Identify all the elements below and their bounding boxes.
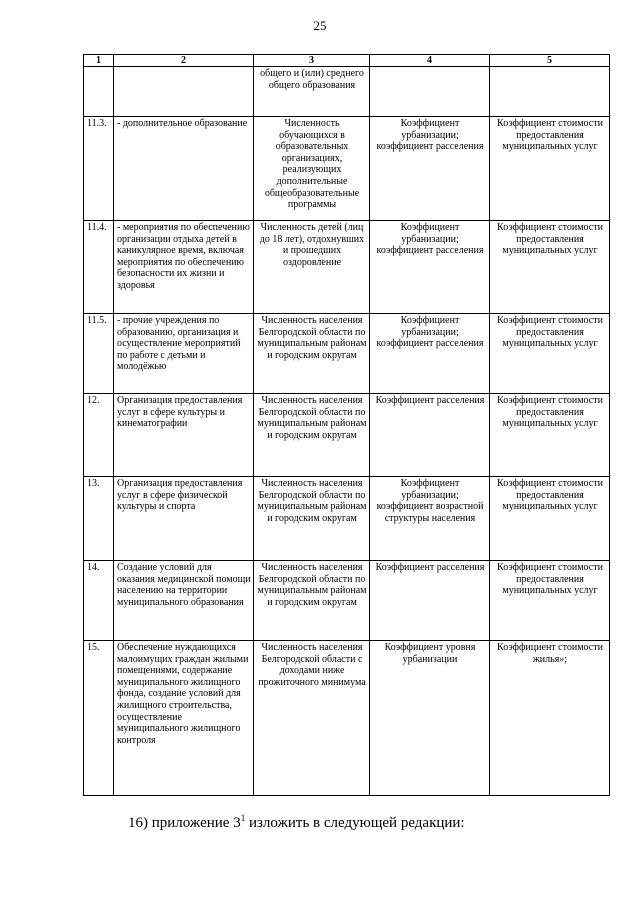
row-indicator: Численность обучающихся в образовательных организациях, реализующих дополнительные общеобразовательные программы [254, 117, 370, 221]
row-number: 11.4. [84, 221, 114, 314]
row-number: 13. [84, 477, 114, 561]
amendment-suffix: изложить в следующей редакции: [245, 815, 465, 831]
row-name: Создание условий для оказания медицинской помощи населению на территории муниципального образования [114, 561, 254, 641]
row-coefficient-4: Коэффициент урбанизации; коэффициент возрастной структуры населения [370, 477, 490, 561]
row-name: Обеспечение нуждающихся малоимущих граждан жилыми помещениями, содержание муниципального жилищного фонда, создание условий для жилищного строительства, осуществление муниципального жилищного контроля [114, 641, 254, 796]
row-coefficient-5: Коэффициент стоимости предоставления муниципальных услуг [490, 394, 610, 477]
row-coefficient-5 [490, 67, 610, 117]
row-number: 11.5. [84, 314, 114, 394]
row-name: Организация предоставления услуг в сфере физической культуры и спорта [114, 477, 254, 561]
row-number [84, 67, 114, 117]
table-row [84, 641, 610, 796]
row-coefficient-5: Коэффициент стоимости предоставления муниципальных услуг [490, 221, 610, 314]
header-col-2: 2 [114, 55, 254, 67]
row-coefficient-4: Коэффициент урбанизации; коэффициент расселения [370, 221, 490, 314]
row-indicator: общего и (или) среднего общего образования [254, 67, 370, 117]
row-coefficient-5: Коэффициент стоимости предоставления муниципальных услуг [490, 314, 610, 394]
table-row [84, 477, 610, 561]
table-row [84, 117, 610, 221]
row-indicator: Численность детей (лиц до 18 лет), отдохнувших и прошедших оздоровление [254, 221, 370, 314]
header-col-3: 3 [254, 55, 370, 67]
amendment-paragraph [128, 813, 465, 832]
table-row [84, 221, 610, 314]
row-name: - мероприятия по обеспечению организации отдыха детей в каникулярное время, включая мероприятия по обеспечению безопасности их жизни и здоровья [114, 221, 254, 314]
row-indicator: Численность населения Белгородской области по муниципальным районам и городским округам [254, 314, 370, 394]
row-coefficient-4: Коэффициент уровня урбанизации [370, 641, 490, 796]
row-name: - дополнительное образование [114, 117, 254, 221]
row-name: Организация предоставления услуг в сфере культуры и кинематографии [114, 394, 254, 477]
table-row [84, 67, 610, 117]
header-col-5: 5 [490, 55, 610, 67]
table-row [84, 561, 610, 641]
row-coefficient-5: Коэффициент стоимости предоставления муниципальных услуг [490, 477, 610, 561]
row-name [114, 67, 254, 117]
data-table [83, 54, 610, 796]
row-number: 12. [84, 394, 114, 477]
row-coefficient-5: Коэффициент стоимости жилья»; [490, 641, 610, 796]
row-coefficient-5: Коэффициент стоимости предоставления муниципальных услуг [490, 561, 610, 641]
amendment-prefix: 16) приложение 3 [128, 815, 241, 831]
row-coefficient-4: Коэффициент расселения [370, 561, 490, 641]
row-indicator: Численность населения Белгородской области с доходами ниже прожиточного минимума [254, 641, 370, 796]
row-coefficient-4: Коэффициент урбанизации; коэффициент расселения [370, 314, 490, 394]
row-coefficient-4: Коэффициент урбанизации; коэффициент расселения [370, 117, 490, 221]
header-row [84, 55, 610, 67]
row-number: 11.3. [84, 117, 114, 221]
row-indicator: Численность населения Белгородской области по муниципальным районам и городским округам [254, 561, 370, 641]
row-number: 15. [84, 641, 114, 796]
row-number: 14. [84, 561, 114, 641]
header-col-1: 1 [84, 55, 114, 67]
table-row [84, 394, 610, 477]
row-coefficient-4 [370, 67, 490, 117]
page-number: 25 [313, 18, 327, 33]
appendix-superscript: 1 [240, 813, 246, 823]
row-name: - прочие учреждения по образованию, организация и осуществление мероприятий по работе с детьми и молодёжью [114, 314, 254, 394]
row-indicator: Численность населения Белгородской области по муниципальным районам и городским округам [254, 477, 370, 561]
table-row [84, 314, 610, 394]
row-indicator: Численность населения Белгородской области по муниципальным районам и городским округам [254, 394, 370, 477]
row-coefficient-4: Коэффициент расселения [370, 394, 490, 477]
header-col-4: 4 [370, 55, 490, 67]
row-coefficient-5: Коэффициент стоимости предоставления муниципальных услуг [490, 117, 610, 221]
